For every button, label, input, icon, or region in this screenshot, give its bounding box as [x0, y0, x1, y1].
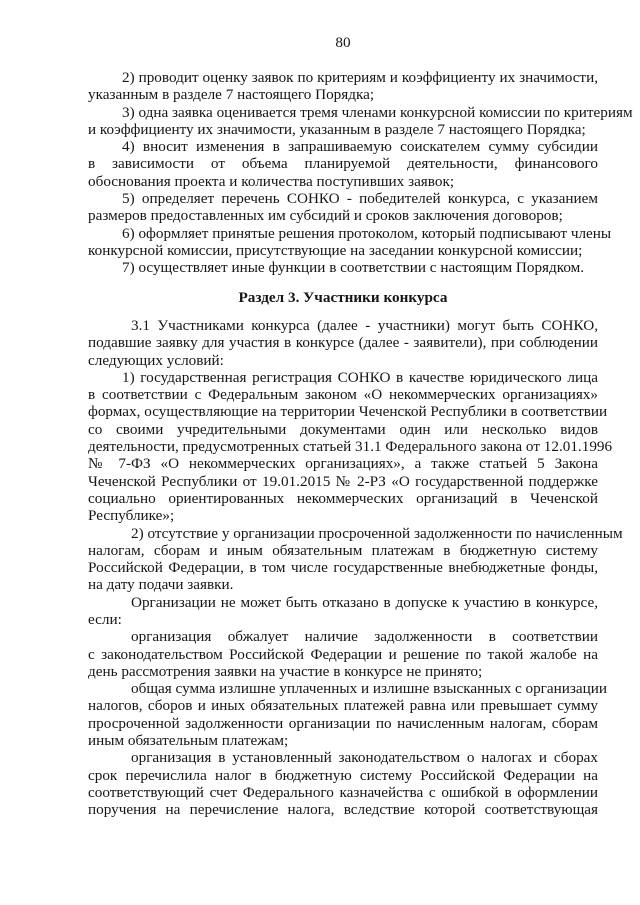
list-item-7	[88, 259, 598, 276]
condition-item-1	[88, 368, 613, 525]
text-line: № 7-ФЗ «О некоммерческих организациях», а также статьей 5 Закона	[88, 455, 598, 473]
text-line: Республике»;	[88, 507, 175, 525]
page-number: 80	[335, 34, 351, 51]
text-line: иным обязательным платежам;	[88, 732, 289, 750]
text-line: 3.1 Участниками конкурса (далее - участники) могут быть СОНКО,	[131, 316, 598, 334]
text-line: подавшие заявку для участия в конкурсе (далее - заявители), при соблюдении	[88, 334, 598, 352]
list-item-5	[88, 190, 598, 225]
list-item-4	[88, 138, 598, 190]
text-line: 3) одна заявка оценивается тремя членами конкурсной комиссии по критериям	[122, 103, 633, 121]
text-line: деятельности, предусмотренных статьей 31.1 Федерального закона от 12.01.1996	[88, 438, 613, 456]
paragraph-appeal	[88, 628, 598, 680]
text-line: 4) вносит изменения в запрашиваемую соискателем сумму субсидии	[122, 138, 598, 156]
text-line: в зависимости от объема планируемой деятельности, финансового	[88, 155, 598, 173]
text-line: поручения на перечисление налога, вследствие которой соответствующая	[88, 801, 598, 819]
text-line: обоснования проекта и количества поступивших заявок;	[88, 172, 455, 190]
text-line: Российской Федерации, в том числе государственные внебюджетные фонды,	[88, 559, 598, 577]
text-line: на дату подачи заявки.	[88, 576, 234, 594]
text-line: в соответствии с Федеральным законом «О некоммерческих организациях»	[88, 386, 598, 404]
text-line: Чеченской Республики от 19.01.2015 № 2-РЗ «О государственной поддержке	[88, 472, 598, 490]
text-line: со своими учредительными документами один или несколько видов	[88, 420, 598, 438]
document-body	[88, 69, 633, 819]
text-line: следующих условий:	[88, 351, 224, 369]
text-line: размеров предоставленных им субсидий и сроков заключения договоров;	[88, 207, 563, 225]
text-line: социально ориентированных некоммерческих организаций в Чеченской	[88, 489, 598, 507]
condition-item-2	[88, 524, 623, 594]
text-line: если:	[88, 611, 122, 628]
paragraph-admission	[88, 594, 598, 629]
paragraph-tax-transfer	[88, 749, 598, 818]
text-line: срок перечислила налог в бюджетную систему Российской Федерации на	[88, 766, 598, 784]
text-line: 6) оформляет принятые решения протоколом, который подписывают члены	[122, 224, 612, 242]
text-line: формах, осуществляющие на территории Чеченской Республики в соответствии	[88, 403, 608, 421]
text-line: соответствующий счет Федерального казначейства с ошибкой в оформлении	[88, 783, 598, 801]
text-line: 7) осуществляет иные функции в соответствии с настоящим Порядком.	[122, 259, 585, 277]
text-line: конкурсной комиссии, присутствующие на заседании конкурсной комиссии;	[88, 241, 583, 259]
text-line: с законодательством Российской Федерации и решение по такой жалобе на	[88, 645, 598, 663]
section-heading: Раздел 3. Участники конкурса	[238, 289, 448, 307]
text-line: 2) отсутствие у организации просроченной задолженности по начисленным	[131, 524, 623, 542]
text-line: и коэффициенту их значимости, указанным в разделе 7 настоящего Порядка;	[88, 120, 586, 138]
paragraph-3-1	[88, 317, 598, 369]
text-line: 2) проводит оценку заявок по критериям и коэффициенту их значимости,	[122, 69, 598, 86]
paragraph-overpayment	[88, 680, 608, 750]
text-line: день рассмотрения заявки на участие в конкурсе не принято;	[88, 662, 483, 680]
text-line: налогам, сборам и иным обязательным платежам в бюджетную систему	[88, 541, 598, 559]
list-item-3	[88, 103, 633, 139]
text-line: организация в установленный законодательством о налогах и сборах	[131, 749, 598, 767]
text-line: налогов, сборов и иных обязательных платежей равна или превышает сумму	[88, 697, 598, 715]
text-line: общая сумма излишне уплаченных и излишне взысканных с организации	[131, 680, 608, 698]
text-line: 5) определяет перечень СОНКО - победителей конкурса, с указанием	[122, 190, 598, 208]
text-line: организация обжалует наличие задолженности в соответствии	[131, 628, 598, 646]
text-line: просроченной задолженности организации по начисленным налогам, сборам	[88, 714, 598, 732]
list-item-2	[88, 69, 598, 104]
list-item-6	[88, 224, 612, 260]
text-line: 1) государственная регистрация СОНКО в качестве юридического лица	[122, 368, 598, 386]
text-line: указанным в разделе 7 настоящего Порядка;	[88, 86, 375, 104]
text-line: Организации не может быть отказано в допуске к участию в конкурсе,	[131, 593, 598, 611]
